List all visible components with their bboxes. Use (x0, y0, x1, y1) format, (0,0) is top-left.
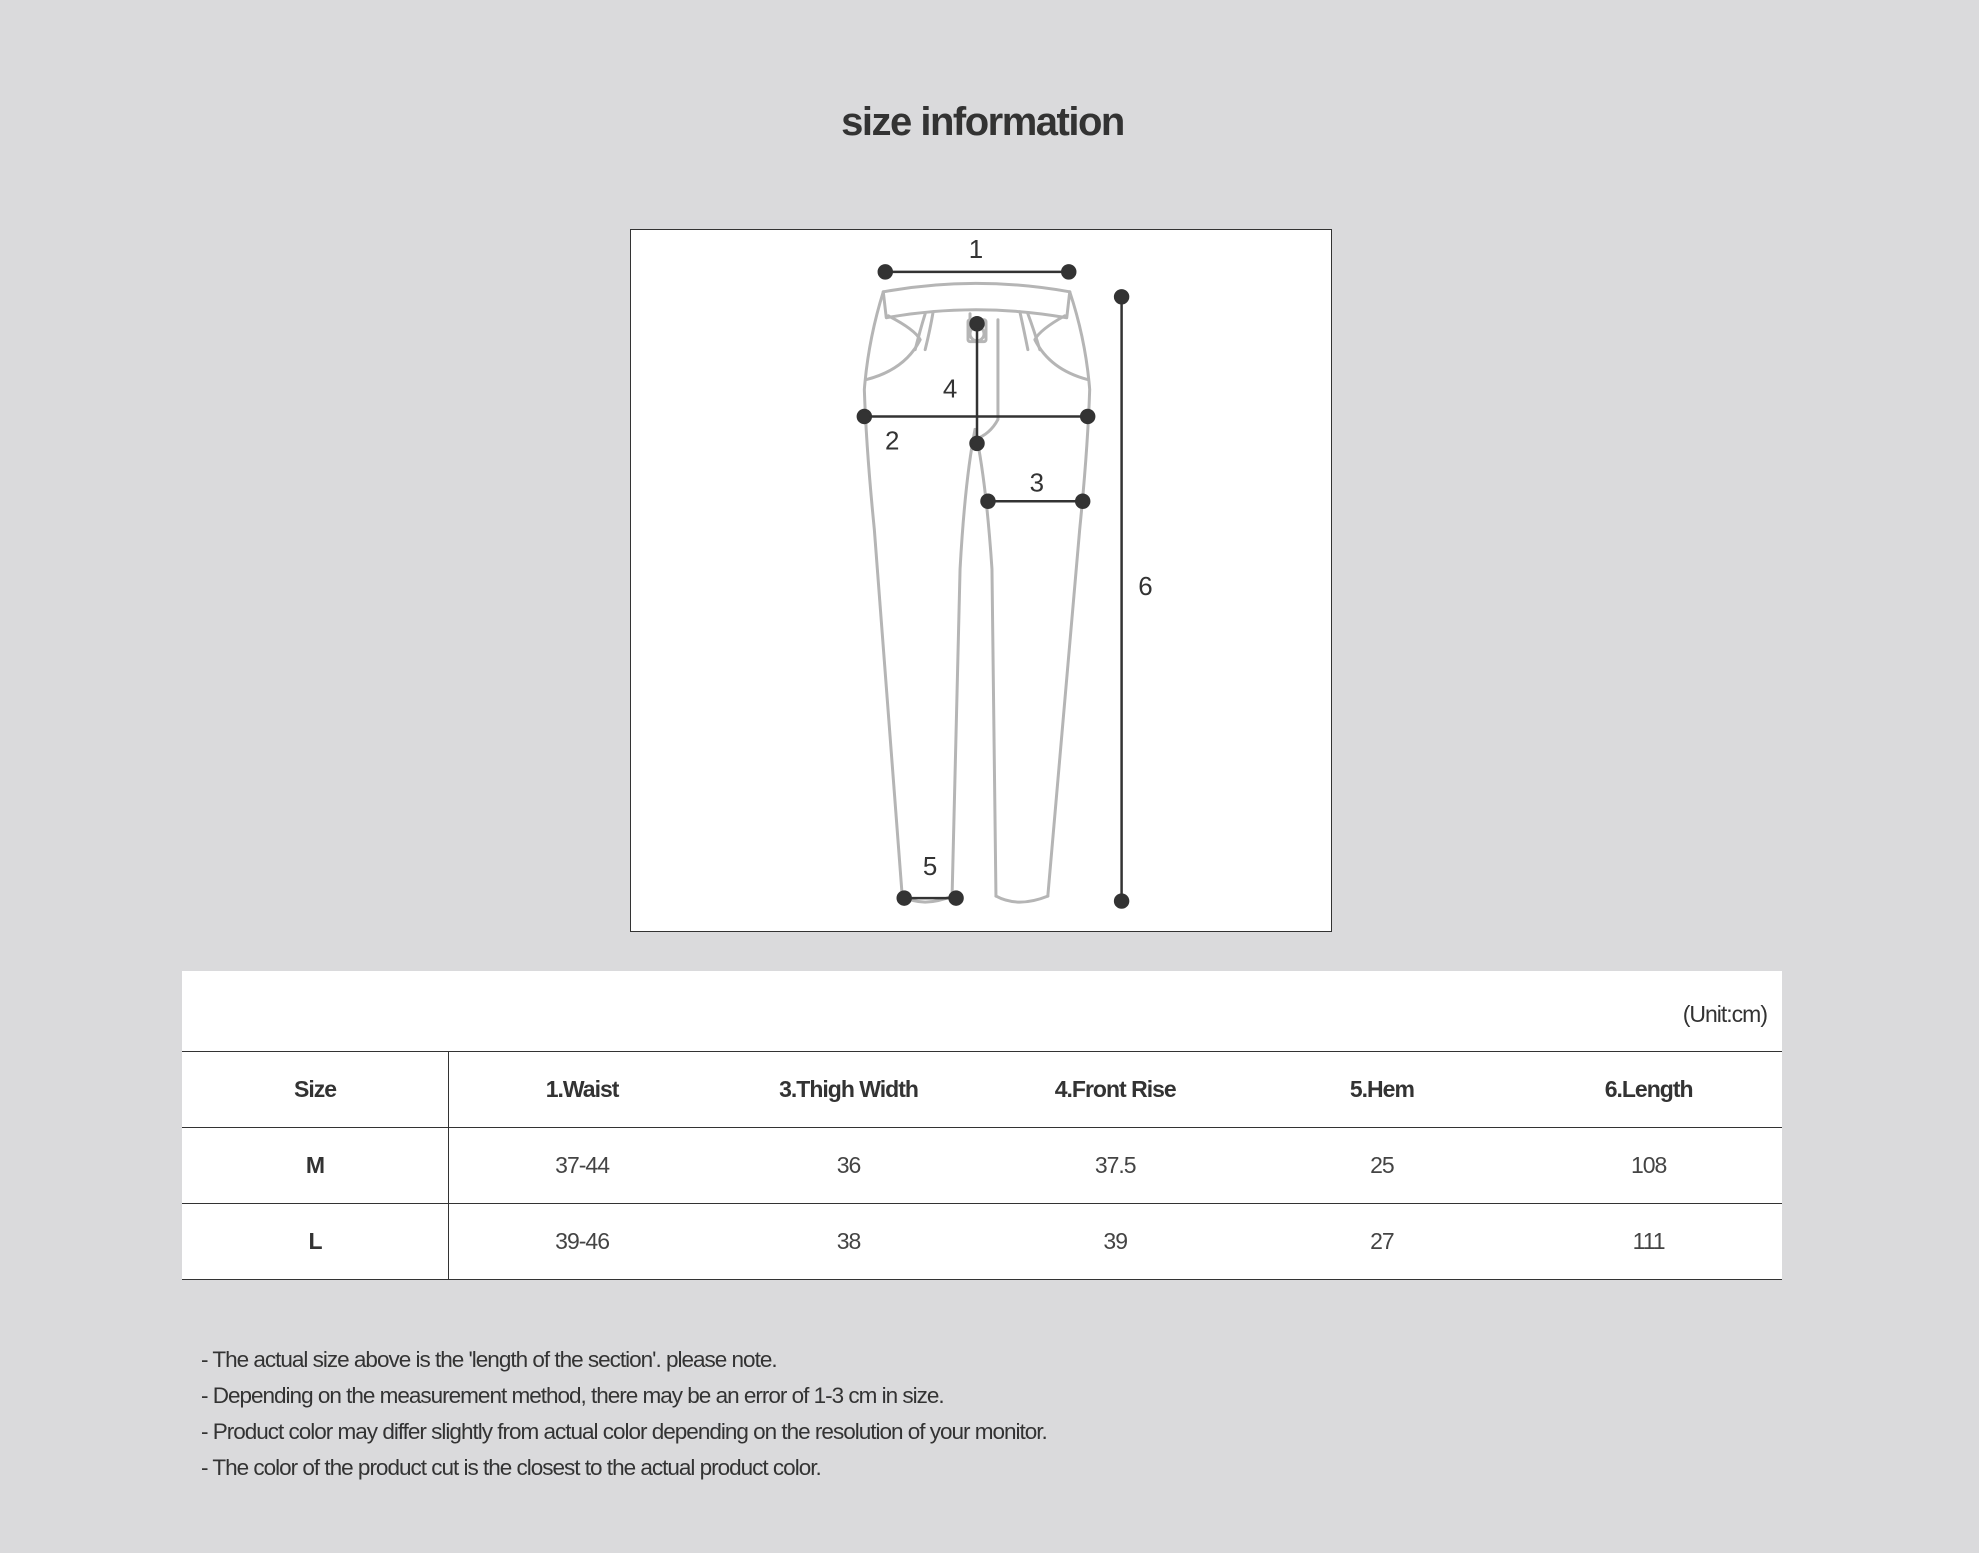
size-table (182, 1051, 1782, 1280)
note-line: - The actual size above is the 'length of the section'. please note. (201, 1347, 777, 1372)
header-thigh-width: 3.Thigh Width (715, 1052, 982, 1128)
note-line: - Product color may differ slightly from actual color depending on the resolution of your monitor. (201, 1419, 1047, 1444)
header-front-rise: 4.Front Rise (982, 1052, 1249, 1128)
table-cell: 111 (1515, 1204, 1782, 1280)
label-waist: 1 (968, 235, 984, 264)
header-size: Size (182, 1052, 449, 1128)
label-thigh: 3 (1029, 469, 1045, 498)
table-cell: 36 (715, 1128, 982, 1204)
table-cell: 39 (982, 1204, 1249, 1280)
table-cell: 27 (1249, 1204, 1516, 1280)
label-hip: 2 (885, 427, 900, 456)
table-row (182, 1128, 1782, 1204)
size-cell: L (182, 1204, 449, 1280)
header-waist: 1.Waist (449, 1052, 716, 1128)
note-line: - The color of the product cut is the closest to the actual product color. (201, 1455, 821, 1480)
table-row (182, 1204, 1782, 1280)
label-hem: 5 (922, 853, 938, 882)
note-line: - Depending on the measurement method, there may be an error of 1-3 cm in size. (201, 1383, 944, 1408)
table-cell: 37-44 (449, 1128, 716, 1204)
table-cell: 108 (1515, 1128, 1782, 1204)
header-length: 6.Length (1515, 1052, 1782, 1128)
pants-diagram (630, 229, 1332, 932)
size-notes (201, 1342, 1047, 1486)
label-length: 6 (1138, 572, 1153, 601)
page-title: size information (841, 100, 1124, 144)
table-cell: 38 (715, 1204, 982, 1280)
size-cell: M (182, 1128, 449, 1204)
table-header-row (182, 1052, 1782, 1128)
label-front-rise: 4 (942, 375, 958, 404)
unit-label: (Unit:cm) (1682, 1001, 1767, 1027)
size-table-panel (182, 971, 1782, 1280)
table-cell: 37.5 (982, 1128, 1249, 1204)
header-hem: 5.Hem (1249, 1052, 1516, 1128)
table-cell: 25 (1249, 1128, 1516, 1204)
pants-illustration (631, 230, 1331, 931)
table-cell: 39-46 (449, 1204, 716, 1280)
